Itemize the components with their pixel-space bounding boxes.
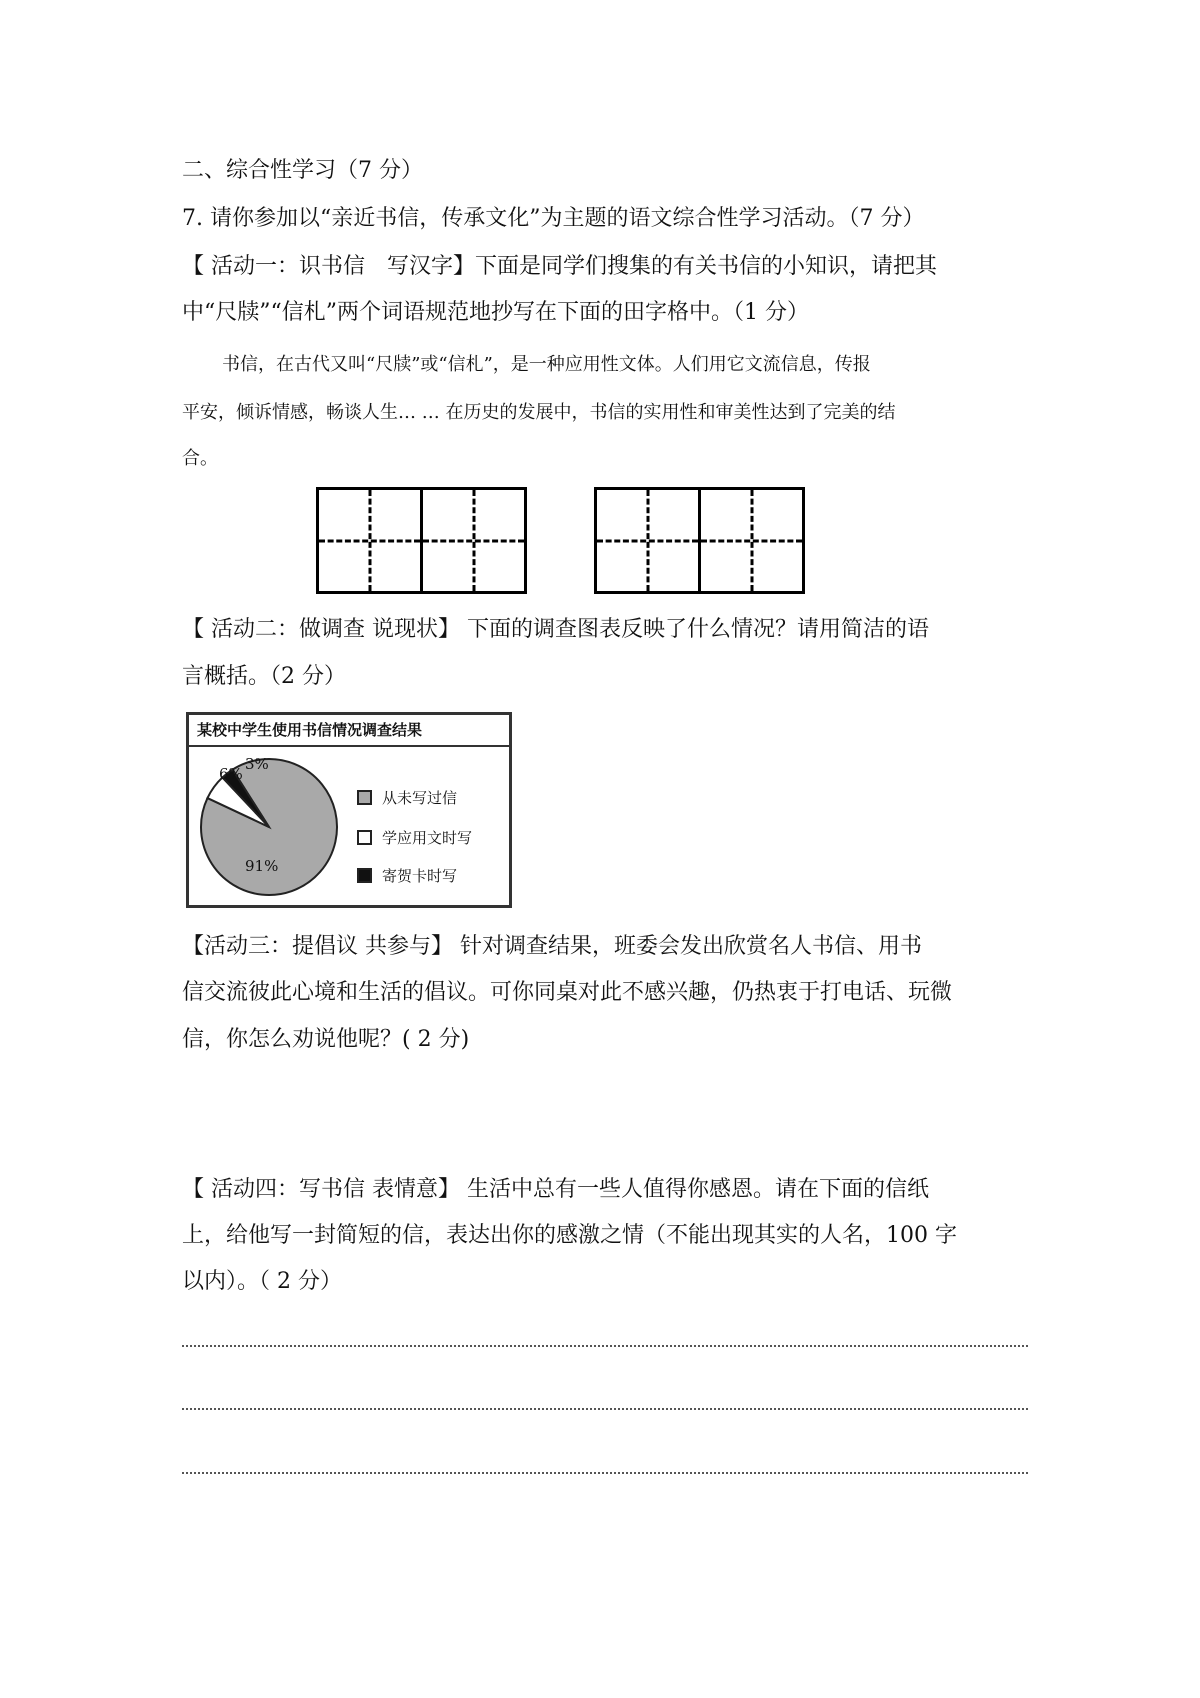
- activity3-line1: 【活动三：提倡议 共参与】 针对调查结果，班委会发出欣赏名人书信、用书: [182, 934, 922, 959]
- legend-swatch: [357, 790, 372, 805]
- activity4-line2: 上，给他写一封简短的信，表达出你的感激之情（不能出现其实的人名，100 字: [182, 1223, 957, 1248]
- tianzige-group-2[interactable]: [594, 487, 802, 594]
- tianzige-cell[interactable]: [698, 487, 805, 594]
- activity4-line3: 以内）。（ 2 分）: [182, 1269, 342, 1294]
- activity2-line2: 言概括。（2 分）: [182, 664, 346, 689]
- tianzige-cell[interactable]: [420, 487, 527, 594]
- activity1-passage-line2: 平安，倾诉情感，畅谈人生… … 在历史的发展中，书信的实用性和审美性达到了完美的结: [182, 402, 896, 423]
- pie-percent-label: 6%: [219, 765, 243, 783]
- section-title: 二、综合性学习（7 分）: [182, 158, 423, 183]
- pie-percent-label: 91%: [245, 857, 279, 875]
- letter-writing-line[interactable]: [182, 1345, 1028, 1347]
- legend-label: 寄贺卡时写: [382, 867, 458, 885]
- activity1-line2: 中“尺牍”“信札”两个词语规范地抄写在下面的田字格中。（1 分）: [182, 300, 809, 325]
- activity2-line1: 【 活动二：做调查 说现状】 下面的调查图表反映了什么情况？请用简洁的语: [182, 617, 929, 642]
- activity1-passage-line3: 合。: [182, 448, 218, 469]
- legend-label: 学应用文时写: [382, 829, 473, 847]
- chart-title: 某校中学生使用书信情况调查结果: [189, 715, 509, 747]
- activity3-line3: 信，你怎么劝说他呢？( 2 分): [182, 1027, 470, 1052]
- survey-pie-chart: [186, 712, 512, 908]
- legend-item: [357, 787, 457, 808]
- tianzige-group-1[interactable]: [316, 487, 524, 594]
- activity1-line1: 【 活动一：识书信 写汉字】下面是同学们搜集的有关书信的小知识，请把其: [182, 254, 937, 279]
- question-7-prompt: 7. 请你参加以“亲近书信，传承文化”为主题的语文综合性学习活动。（7 分）: [182, 206, 925, 231]
- activity3-line2: 信交流彼此心境和生活的倡议。可你同桌对此不感兴趣，仍热衷于打电话、玩微: [182, 980, 953, 1005]
- legend-swatch: [357, 830, 372, 845]
- pie-svg: [189, 745, 359, 905]
- legend-label: 从未写过信: [382, 789, 458, 807]
- tianzige-cell[interactable]: [316, 487, 423, 594]
- legend-swatch: [357, 868, 372, 883]
- pie-percent-label: 3%: [245, 755, 269, 773]
- activity1-passage-line1: 书信，在古代又叫“尺牍”或“信札”，是一种应用性文体。人们用它文流信息，传报: [222, 354, 871, 375]
- letter-writing-line[interactable]: [182, 1472, 1028, 1474]
- tianzige-cell[interactable]: [594, 487, 701, 594]
- legend-item: [357, 827, 472, 848]
- activity4-line1: 【 活动四：写书信 表情意】 生活中总有一些人值得你感恩。请在下面的信纸: [182, 1177, 929, 1202]
- letter-writing-line[interactable]: [182, 1408, 1028, 1410]
- legend-item: [357, 865, 457, 886]
